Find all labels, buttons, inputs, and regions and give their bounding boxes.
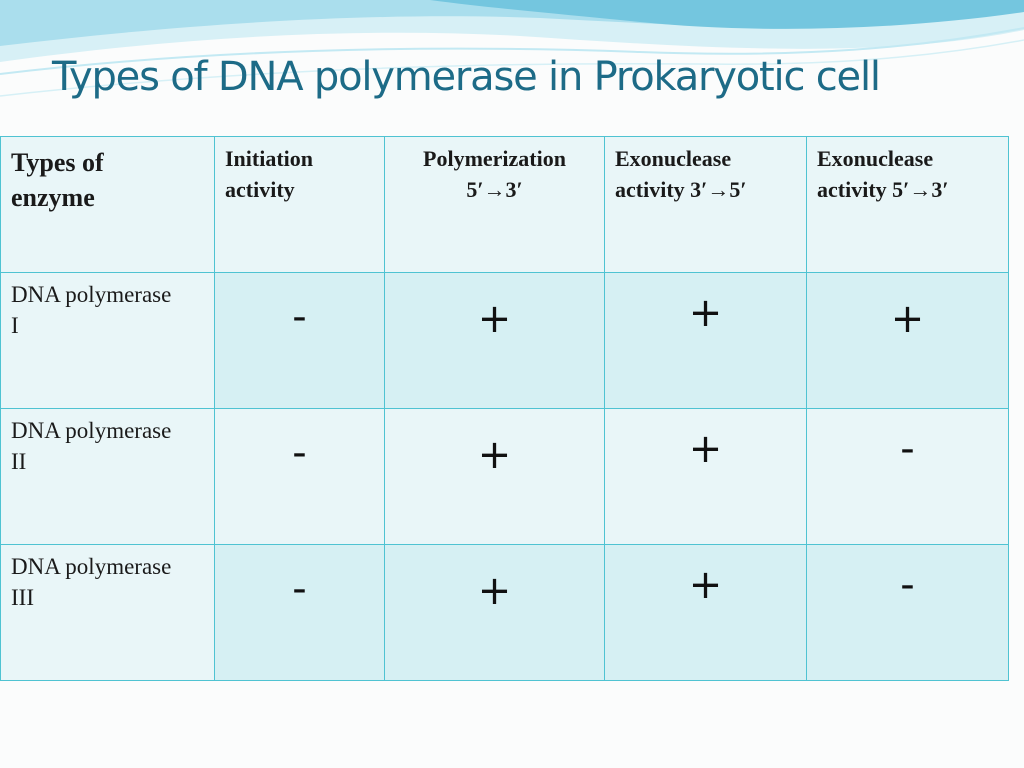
header-line: activity 5′→3′	[817, 177, 949, 202]
activity-symbol: +	[688, 426, 723, 472]
value-cell	[385, 545, 605, 681]
row-label-line: I	[11, 313, 19, 338]
value-cell	[605, 409, 807, 545]
row-label-line: DNA polymerase	[11, 282, 172, 307]
header-cell-polymerization	[385, 137, 605, 273]
row-label-cell	[1, 273, 215, 409]
activity-symbol: +	[477, 568, 512, 614]
row-label-line: III	[11, 585, 34, 610]
header-line: Exonuclease	[817, 146, 934, 171]
value-cell	[605, 545, 807, 681]
activity-symbol: -	[292, 566, 307, 612]
activity-symbol: +	[477, 432, 512, 478]
activity-symbol: +	[890, 296, 925, 342]
value-cell	[807, 545, 1009, 681]
table-row	[1, 545, 1009, 681]
header-cell-exonuclease-5-3	[807, 137, 1009, 273]
activity-symbol: -	[292, 294, 307, 340]
row-label-line: II	[11, 449, 27, 474]
header-cell-enzyme	[1, 137, 215, 273]
header-cell-initiation	[215, 137, 385, 273]
value-cell	[215, 545, 385, 681]
slide-title: Types of DNA polymerase in Prokaryotic cell	[52, 54, 880, 100]
table-header-row	[1, 137, 1009, 273]
header-line: Exonuclease	[615, 146, 732, 171]
header-line: activity 3′→5′	[615, 177, 747, 202]
row-label-cell	[1, 545, 215, 681]
value-cell	[385, 273, 605, 409]
value-cell	[385, 409, 605, 545]
polymerase-table	[0, 136, 1009, 681]
activity-symbol: +	[688, 290, 723, 336]
value-cell	[215, 273, 385, 409]
value-cell	[215, 409, 385, 545]
activity-symbol: +	[688, 562, 723, 608]
row-label-line: DNA polymerase	[11, 418, 172, 443]
row-label-cell	[1, 409, 215, 545]
header-line: Polymerization	[423, 146, 566, 171]
header-cell-exonuclease-3-5	[605, 137, 807, 273]
table-row	[1, 273, 1009, 409]
header-line: Initiation	[225, 146, 314, 171]
activity-symbol: +	[477, 296, 512, 342]
table-row	[1, 409, 1009, 545]
header-line: enzyme	[11, 183, 95, 212]
activity-symbol: -	[292, 430, 307, 476]
row-label-line: DNA polymerase	[11, 554, 172, 579]
header-line: Types of	[11, 148, 104, 177]
value-cell	[807, 409, 1009, 545]
header-line: 5′→3′	[466, 177, 523, 202]
header-line: activity	[225, 177, 295, 202]
value-cell	[605, 273, 807, 409]
value-cell	[807, 273, 1009, 409]
activity-symbol: -	[900, 426, 915, 472]
activity-symbol: -	[900, 562, 915, 608]
